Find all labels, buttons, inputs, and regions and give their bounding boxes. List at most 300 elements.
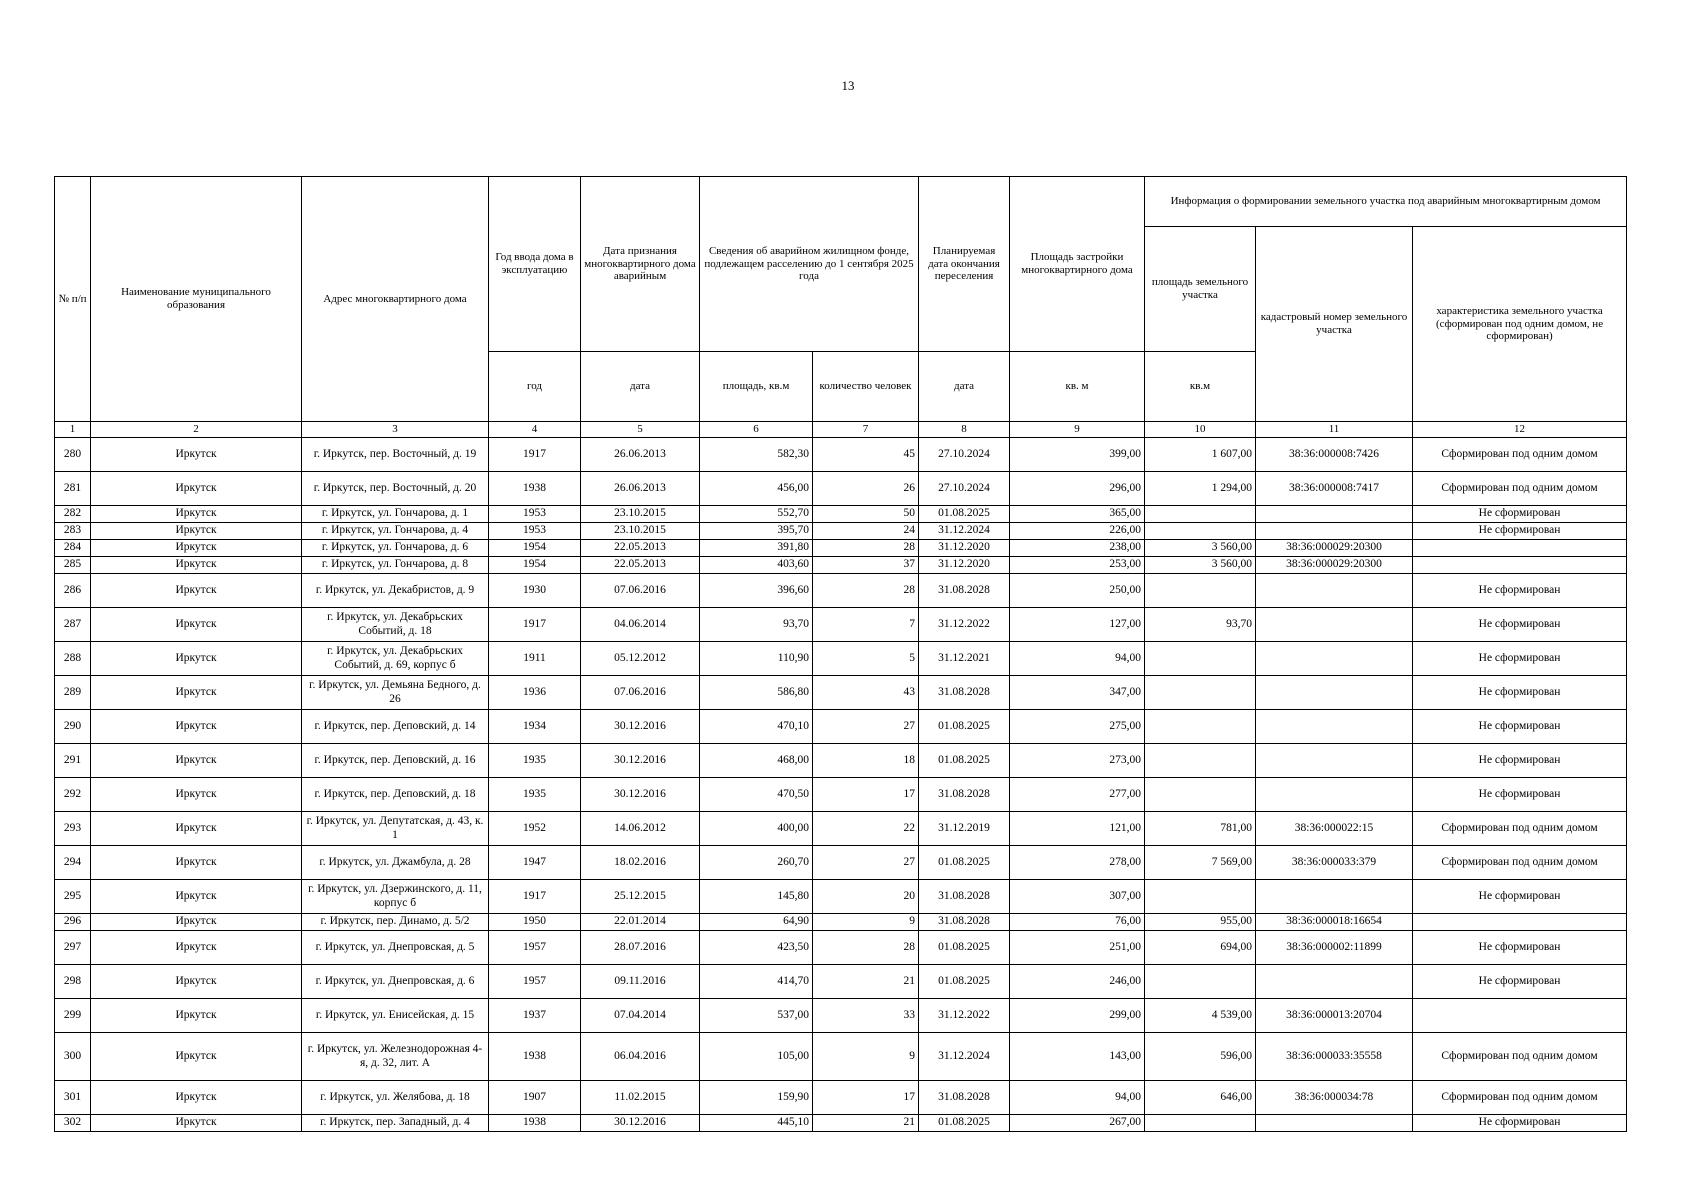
cell-building-area: 143,00 xyxy=(1010,1033,1145,1081)
cell-cadastral: 38:36:000029:20300 xyxy=(1256,540,1413,557)
header-land-status: характеристика земельного участка (сформирован под одним домом, не сформирован) xyxy=(1413,227,1627,422)
cell-no: 282 xyxy=(55,506,91,523)
cell-fund-area: 391,80 xyxy=(700,540,813,557)
cell-date-recognized: 30.12.2016 xyxy=(581,744,700,778)
cell-building-area: 226,00 xyxy=(1010,523,1145,540)
column-number: 1 xyxy=(55,422,91,438)
cell-land-area xyxy=(1145,676,1256,710)
cell-address: г. Иркутск, ул. Гончарова, д. 1 xyxy=(302,506,489,523)
cell-land-status: Сформирован под одним домом xyxy=(1413,1033,1627,1081)
cell-date-recognized: 28.07.2016 xyxy=(581,931,700,965)
cell-planned-end: 01.08.2025 xyxy=(919,965,1010,999)
cell-building-area: 250,00 xyxy=(1010,574,1145,608)
cell-fund-area: 423,50 xyxy=(700,931,813,965)
cell-fund-area: 403,60 xyxy=(700,557,813,574)
cell-land-status xyxy=(1413,557,1627,574)
cell-address: г. Иркутск, ул. Железнодорожная 4-я, д. 32, лит. А xyxy=(302,1033,489,1081)
cell-cadastral: 38:36:000034:78 xyxy=(1256,1081,1413,1115)
cell-year: 1954 xyxy=(489,557,581,574)
cell-fund-area: 586,80 xyxy=(700,676,813,710)
cell-no: 301 xyxy=(55,1081,91,1115)
cell-cadastral: 38:36:000018:16654 xyxy=(1256,914,1413,931)
table-row xyxy=(55,438,1627,472)
header-cadastral: кадастровый номер земельного участка xyxy=(1256,227,1413,422)
cell-no: 290 xyxy=(55,710,91,744)
cell-people: 28 xyxy=(813,574,919,608)
cell-no: 283 xyxy=(55,523,91,540)
cell-cadastral xyxy=(1256,642,1413,676)
column-number: 9 xyxy=(1010,422,1145,438)
cell-land-area: 3 560,00 xyxy=(1145,557,1256,574)
cell-people: 21 xyxy=(813,1115,919,1132)
column-number: 4 xyxy=(489,422,581,438)
header-fund-info: Сведения об аварийном жилищном фонде, подлежащем расселению до 1 сентября 2025 года xyxy=(700,177,919,352)
cell-land-status: Не сформирован xyxy=(1413,506,1627,523)
cell-no: 293 xyxy=(55,812,91,846)
cell-building-area: 267,00 xyxy=(1010,1115,1145,1132)
column-number: 6 xyxy=(700,422,813,438)
cell-date-recognized: 05.12.2012 xyxy=(581,642,700,676)
cell-planned-end: 31.12.2024 xyxy=(919,1033,1010,1081)
cell-land-status: Не сформирован xyxy=(1413,880,1627,914)
table-row xyxy=(55,744,1627,778)
cell-year: 1917 xyxy=(489,438,581,472)
table-row xyxy=(55,778,1627,812)
cell-municipality: Иркутск xyxy=(91,965,302,999)
cell-fund-area: 470,50 xyxy=(700,778,813,812)
cell-land-area: 4 539,00 xyxy=(1145,999,1256,1033)
cell-land-status: Сформирован под одним домом xyxy=(1413,846,1627,880)
cell-address: г. Иркутск, ул. Демьяна Бедного, д. 26 xyxy=(302,676,489,710)
cell-municipality: Иркутск xyxy=(91,642,302,676)
cell-no: 298 xyxy=(55,965,91,999)
cell-fund-area: 537,00 xyxy=(700,999,813,1033)
cell-date-recognized: 04.06.2014 xyxy=(581,608,700,642)
cell-address: г. Иркутск, ул. Дзержинского, д. 11, корпус б xyxy=(302,880,489,914)
cell-address: г. Иркутск, ул. Желябова, д. 18 xyxy=(302,1081,489,1115)
cell-planned-end: 27.10.2024 xyxy=(919,472,1010,506)
cell-people: 43 xyxy=(813,676,919,710)
cell-address: г. Иркутск, ул. Гончарова, д. 4 xyxy=(302,523,489,540)
cell-land-status: Не сформирован xyxy=(1413,574,1627,608)
table-row xyxy=(55,1033,1627,1081)
column-number: 3 xyxy=(302,422,489,438)
cell-fund-area: 159,90 xyxy=(700,1081,813,1115)
cell-planned-end: 31.08.2028 xyxy=(919,778,1010,812)
cell-land-status xyxy=(1413,999,1627,1033)
unit-sqm: кв. м xyxy=(1010,352,1145,422)
cell-people: 7 xyxy=(813,608,919,642)
table-row xyxy=(55,965,1627,999)
cell-cadastral xyxy=(1256,523,1413,540)
cell-date-recognized: 07.04.2014 xyxy=(581,999,700,1033)
cell-building-area: 296,00 xyxy=(1010,472,1145,506)
cell-municipality: Иркутск xyxy=(91,744,302,778)
cell-year: 1907 xyxy=(489,1081,581,1115)
cell-date-recognized: 07.06.2016 xyxy=(581,574,700,608)
cell-land-status: Не сформирован xyxy=(1413,523,1627,540)
table-row xyxy=(55,676,1627,710)
cell-planned-end: 01.08.2025 xyxy=(919,506,1010,523)
cell-municipality: Иркутск xyxy=(91,523,302,540)
cell-planned-end: 01.08.2025 xyxy=(919,744,1010,778)
cell-planned-end: 31.08.2028 xyxy=(919,880,1010,914)
cell-date-recognized: 09.11.2016 xyxy=(581,965,700,999)
cell-cadastral xyxy=(1256,710,1413,744)
cell-no: 296 xyxy=(55,914,91,931)
cell-no: 294 xyxy=(55,846,91,880)
cell-municipality: Иркутск xyxy=(91,778,302,812)
column-number: 12 xyxy=(1413,422,1627,438)
cell-address: г. Иркутск, ул. Гончарова, д. 8 xyxy=(302,557,489,574)
cell-date-recognized: 14.06.2012 xyxy=(581,812,700,846)
cell-cadastral xyxy=(1256,676,1413,710)
cell-land-status: Не сформирован xyxy=(1413,676,1627,710)
cell-address: г. Иркутск, ул. Депутатская, д. 43, к. 1 xyxy=(302,812,489,846)
cell-people: 17 xyxy=(813,778,919,812)
header-no: № п/п xyxy=(55,177,91,422)
header-date-recognized: Дата признания многоквартирного дома аварийным xyxy=(581,177,700,352)
header-address: Адрес многоквартирного дома xyxy=(302,177,489,422)
cell-no: 289 xyxy=(55,676,91,710)
cell-no: 281 xyxy=(55,472,91,506)
cell-building-area: 76,00 xyxy=(1010,914,1145,931)
cell-land-status: Не сформирован xyxy=(1413,710,1627,744)
cell-land-area xyxy=(1145,965,1256,999)
header-year-in-service: Год ввода дома в эксплуатацию xyxy=(489,177,581,352)
cell-building-area: 347,00 xyxy=(1010,676,1145,710)
column-number: 8 xyxy=(919,422,1010,438)
cell-people: 28 xyxy=(813,931,919,965)
cell-date-recognized: 26.06.2013 xyxy=(581,472,700,506)
cell-land-area xyxy=(1145,523,1256,540)
cell-planned-end: 31.12.2022 xyxy=(919,999,1010,1033)
cell-municipality: Иркутск xyxy=(91,1033,302,1081)
cell-date-recognized: 23.10.2015 xyxy=(581,523,700,540)
cell-date-recognized: 22.01.2014 xyxy=(581,914,700,931)
cell-people: 45 xyxy=(813,438,919,472)
cell-cadastral xyxy=(1256,965,1413,999)
cell-building-area: 121,00 xyxy=(1010,812,1145,846)
cell-building-area: 94,00 xyxy=(1010,1081,1145,1115)
cell-planned-end: 31.12.2021 xyxy=(919,642,1010,676)
cell-planned-end: 31.12.2020 xyxy=(919,540,1010,557)
cell-cadastral: 38:36:000033:379 xyxy=(1256,846,1413,880)
cell-municipality: Иркутск xyxy=(91,608,302,642)
cell-address: г. Иркутск, пер. Восточный, д. 19 xyxy=(302,438,489,472)
cell-building-area: 273,00 xyxy=(1010,744,1145,778)
cell-cadastral xyxy=(1256,506,1413,523)
cell-municipality: Иркутск xyxy=(91,557,302,574)
cell-year: 1953 xyxy=(489,523,581,540)
cell-fund-area: 414,70 xyxy=(700,965,813,999)
cell-date-recognized: 22.05.2013 xyxy=(581,540,700,557)
cell-year: 1917 xyxy=(489,608,581,642)
cell-people: 26 xyxy=(813,472,919,506)
cell-land-status: Сформирован под одним домом xyxy=(1413,812,1627,846)
cell-year: 1938 xyxy=(489,1033,581,1081)
cell-address: г. Иркутск, ул. Декабрьских Событий, д. 18 xyxy=(302,608,489,642)
cell-land-status: Не сформирован xyxy=(1413,778,1627,812)
cell-year: 1930 xyxy=(489,574,581,608)
cell-building-area: 299,00 xyxy=(1010,999,1145,1033)
table-row xyxy=(55,506,1627,523)
cell-address: г. Иркутск, ул. Днепровская, д. 5 xyxy=(302,931,489,965)
cell-cadastral: 38:36:000013:20704 xyxy=(1256,999,1413,1033)
cell-date-recognized: 26.06.2013 xyxy=(581,438,700,472)
cell-date-recognized: 07.06.2016 xyxy=(581,676,700,710)
cell-people: 9 xyxy=(813,914,919,931)
table-row xyxy=(55,1115,1627,1132)
cell-cadastral: 38:36:000029:20300 xyxy=(1256,557,1413,574)
cell-planned-end: 01.08.2025 xyxy=(919,931,1010,965)
cell-year: 1937 xyxy=(489,999,581,1033)
cell-fund-area: 456,00 xyxy=(700,472,813,506)
cell-people: 18 xyxy=(813,744,919,778)
cell-year: 1934 xyxy=(489,710,581,744)
cell-people: 20 xyxy=(813,880,919,914)
cell-municipality: Иркутск xyxy=(91,880,302,914)
cell-year: 1950 xyxy=(489,914,581,931)
cell-year: 1957 xyxy=(489,931,581,965)
cell-year: 1938 xyxy=(489,472,581,506)
cell-fund-area: 260,70 xyxy=(700,846,813,880)
cell-municipality: Иркутск xyxy=(91,1115,302,1132)
column-number: 11 xyxy=(1256,422,1413,438)
cell-land-area xyxy=(1145,1115,1256,1132)
cell-building-area: 251,00 xyxy=(1010,931,1145,965)
cell-land-area xyxy=(1145,642,1256,676)
cell-fund-area: 470,10 xyxy=(700,710,813,744)
cell-land-area xyxy=(1145,744,1256,778)
cell-land-status: Не сформирован xyxy=(1413,1115,1627,1132)
cell-municipality: Иркутск xyxy=(91,438,302,472)
cell-land-area xyxy=(1145,778,1256,812)
cell-planned-end: 31.08.2028 xyxy=(919,676,1010,710)
cell-address: г. Иркутск, пер. Деповский, д. 14 xyxy=(302,710,489,744)
header-municipality: Наименование муниципального образования xyxy=(91,177,302,422)
cell-fund-area: 552,70 xyxy=(700,506,813,523)
column-number: 10 xyxy=(1145,422,1256,438)
cell-address: г. Иркутск, ул. Джамбула, д. 28 xyxy=(302,846,489,880)
cell-date-recognized: 18.02.2016 xyxy=(581,846,700,880)
cell-municipality: Иркутск xyxy=(91,574,302,608)
cell-people: 5 xyxy=(813,642,919,676)
cell-municipality: Иркутск xyxy=(91,931,302,965)
cell-building-area: 399,00 xyxy=(1010,438,1145,472)
table-body xyxy=(55,438,1627,1132)
cell-address: г. Иркутск, пер. Динамо, д. 5/2 xyxy=(302,914,489,931)
cell-people: 24 xyxy=(813,523,919,540)
cell-year: 1935 xyxy=(489,744,581,778)
cell-date-recognized: 06.04.2016 xyxy=(581,1033,700,1081)
cell-land-status xyxy=(1413,914,1627,931)
cell-no: 287 xyxy=(55,608,91,642)
cell-date-recognized: 11.02.2015 xyxy=(581,1081,700,1115)
cell-date-recognized: 30.12.2016 xyxy=(581,710,700,744)
cell-planned-end: 27.10.2024 xyxy=(919,438,1010,472)
cell-building-area: 277,00 xyxy=(1010,778,1145,812)
cell-address: г. Иркутск, ул. Енисейская, д. 15 xyxy=(302,999,489,1033)
cell-planned-end: 31.12.2022 xyxy=(919,608,1010,642)
table-row xyxy=(55,574,1627,608)
cell-people: 33 xyxy=(813,999,919,1033)
cell-people: 27 xyxy=(813,710,919,744)
cell-cadastral xyxy=(1256,880,1413,914)
cell-land-area: 1 294,00 xyxy=(1145,472,1256,506)
header-land-info: Информация о формировании земельного участка под аварийным многоквартирным домом xyxy=(1145,177,1627,227)
unit-year: год xyxy=(489,352,581,422)
cell-cadastral: 38:36:000008:7417 xyxy=(1256,472,1413,506)
cell-planned-end: 01.08.2025 xyxy=(919,846,1010,880)
cell-building-area: 246,00 xyxy=(1010,965,1145,999)
cell-building-area: 278,00 xyxy=(1010,846,1145,880)
table-row xyxy=(55,914,1627,931)
cell-year: 1935 xyxy=(489,778,581,812)
cell-fund-area: 395,70 xyxy=(700,523,813,540)
table-row xyxy=(55,931,1627,965)
cell-land-area xyxy=(1145,506,1256,523)
cell-people: 37 xyxy=(813,557,919,574)
cell-fund-area: 110,90 xyxy=(700,642,813,676)
header-land-area: площадь земельного участка xyxy=(1145,227,1256,352)
cell-land-status: Сформирован под одним домом xyxy=(1413,1081,1627,1115)
cell-cadastral xyxy=(1256,574,1413,608)
table-row xyxy=(55,540,1627,557)
cell-date-recognized: 22.05.2013 xyxy=(581,557,700,574)
cell-year: 1917 xyxy=(489,880,581,914)
cell-date-recognized: 30.12.2016 xyxy=(581,1115,700,1132)
unit-date: дата xyxy=(581,352,700,422)
column-number: 2 xyxy=(91,422,302,438)
cell-planned-end: 31.12.2020 xyxy=(919,557,1010,574)
cell-fund-area: 105,00 xyxy=(700,1033,813,1081)
column-number: 7 xyxy=(813,422,919,438)
cell-land-area: 596,00 xyxy=(1145,1033,1256,1081)
cell-fund-area: 64,90 xyxy=(700,914,813,931)
cell-no: 284 xyxy=(55,540,91,557)
cell-fund-area: 93,70 xyxy=(700,608,813,642)
cell-no: 297 xyxy=(55,931,91,965)
cell-building-area: 365,00 xyxy=(1010,506,1145,523)
cell-year: 1954 xyxy=(489,540,581,557)
cell-fund-area: 396,60 xyxy=(700,574,813,608)
cell-land-status: Не сформирован xyxy=(1413,931,1627,965)
cell-cadastral: 38:36:000033:35558 xyxy=(1256,1033,1413,1081)
cell-municipality: Иркутск xyxy=(91,540,302,557)
cell-no: 302 xyxy=(55,1115,91,1132)
cell-planned-end: 31.08.2028 xyxy=(919,1081,1010,1115)
cell-land-status: Не сформирован xyxy=(1413,608,1627,642)
cell-municipality: Иркутск xyxy=(91,710,302,744)
cell-address: г. Иркутск, ул. Гончарова, д. 6 xyxy=(302,540,489,557)
cell-planned-end: 01.08.2025 xyxy=(919,1115,1010,1132)
cell-land-area: 1 607,00 xyxy=(1145,438,1256,472)
cell-fund-area: 582,30 xyxy=(700,438,813,472)
column-numbers-row xyxy=(55,422,1627,438)
cell-no: 295 xyxy=(55,880,91,914)
cell-address: г. Иркутск, пер. Западный, д. 4 xyxy=(302,1115,489,1132)
cell-building-area: 94,00 xyxy=(1010,642,1145,676)
cell-people: 28 xyxy=(813,540,919,557)
cell-year: 1911 xyxy=(489,642,581,676)
cell-planned-end: 31.08.2028 xyxy=(919,574,1010,608)
cell-municipality: Иркутск xyxy=(91,506,302,523)
header-building-area: Площадь застройки многоквартирного дома xyxy=(1010,177,1145,352)
cell-address: г. Иркутск, пер. Деповский, д. 18 xyxy=(302,778,489,812)
cell-land-area: 646,00 xyxy=(1145,1081,1256,1115)
cell-land-area: 7 569,00 xyxy=(1145,846,1256,880)
cell-fund-area: 468,00 xyxy=(700,744,813,778)
cell-land-area xyxy=(1145,710,1256,744)
cell-people: 22 xyxy=(813,812,919,846)
cell-address: г. Иркутск, пер. Восточный, д. 20 xyxy=(302,472,489,506)
column-number: 5 xyxy=(581,422,700,438)
cell-planned-end: 31.08.2028 xyxy=(919,914,1010,931)
cell-people: 50 xyxy=(813,506,919,523)
table-row xyxy=(55,523,1627,540)
cell-municipality: Иркутск xyxy=(91,846,302,880)
cell-date-recognized: 30.12.2016 xyxy=(581,778,700,812)
cell-land-area: 955,00 xyxy=(1145,914,1256,931)
cell-land-area: 781,00 xyxy=(1145,812,1256,846)
cell-cadastral xyxy=(1256,778,1413,812)
unit-sqm2: кв.м xyxy=(1145,352,1256,422)
table-row xyxy=(55,608,1627,642)
cell-building-area: 238,00 xyxy=(1010,540,1145,557)
table-row xyxy=(55,999,1627,1033)
cell-address: г. Иркутск, ул. Декабристов, д. 9 xyxy=(302,574,489,608)
cell-building-area: 127,00 xyxy=(1010,608,1145,642)
cell-year: 1936 xyxy=(489,676,581,710)
cell-people: 27 xyxy=(813,846,919,880)
table-row xyxy=(55,846,1627,880)
cell-address: г. Иркутск, ул. Днепровская, д. 6 xyxy=(302,965,489,999)
cell-municipality: Иркутск xyxy=(91,676,302,710)
cell-land-area: 694,00 xyxy=(1145,931,1256,965)
cell-no: 288 xyxy=(55,642,91,676)
cell-municipality: Иркутск xyxy=(91,812,302,846)
cell-people: 21 xyxy=(813,965,919,999)
cell-year: 1947 xyxy=(489,846,581,880)
cell-land-status: Сформирован под одним домом xyxy=(1413,472,1627,506)
cell-planned-end: 31.12.2024 xyxy=(919,523,1010,540)
cell-building-area: 253,00 xyxy=(1010,557,1145,574)
cell-no: 299 xyxy=(55,999,91,1033)
table-row xyxy=(55,642,1627,676)
unit-date2: дата xyxy=(919,352,1010,422)
cell-year: 1957 xyxy=(489,965,581,999)
cell-no: 292 xyxy=(55,778,91,812)
cell-land-area: 3 560,00 xyxy=(1145,540,1256,557)
table-row xyxy=(55,710,1627,744)
cell-cadastral xyxy=(1256,608,1413,642)
cell-land-area xyxy=(1145,574,1256,608)
cell-cadastral: 38:36:000002:11899 xyxy=(1256,931,1413,965)
cell-municipality: Иркутск xyxy=(91,472,302,506)
cell-land-status: Не сформирован xyxy=(1413,744,1627,778)
table-row xyxy=(55,812,1627,846)
cell-building-area: 307,00 xyxy=(1010,880,1145,914)
table-row xyxy=(55,557,1627,574)
cell-municipality: Иркутск xyxy=(91,914,302,931)
cell-cadastral: 38:36:000022:15 xyxy=(1256,812,1413,846)
cell-building-area: 275,00 xyxy=(1010,710,1145,744)
cell-municipality: Иркутск xyxy=(91,999,302,1033)
cell-date-recognized: 25.12.2015 xyxy=(581,880,700,914)
page-number: 13 xyxy=(841,78,855,93)
emergency-housing-table xyxy=(54,176,1627,1132)
